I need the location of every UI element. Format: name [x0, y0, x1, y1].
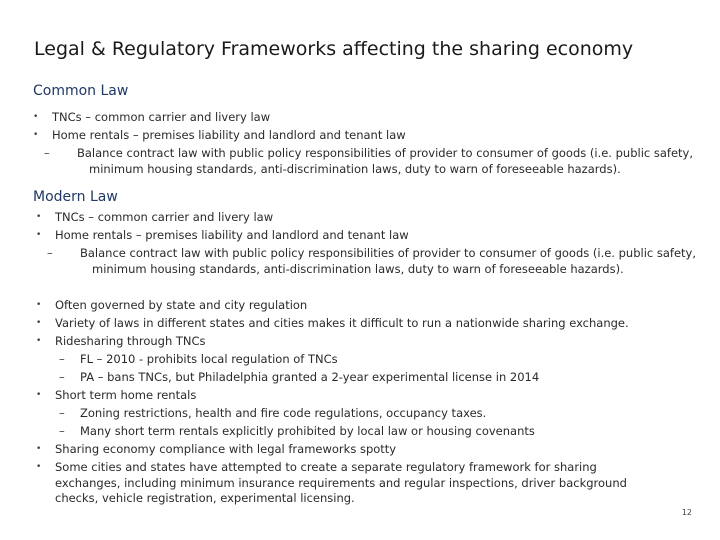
common-law-item-home-rentals: • Home rentals – premises liability and landlord and tenant law	[30, 128, 695, 144]
common-law-item-tncs: • TNCs – common carrier and livery law	[30, 110, 695, 126]
regulation-item-short-term-rentals: • Short term home rentals	[33, 388, 665, 404]
modern-law-item-tncs: • TNCs – common carrier and livery law	[33, 210, 698, 226]
modern-law-item-home-rentals: • Home rentals – premises liability and landlord and tenant law	[33, 228, 698, 244]
common-law-list	[30, 110, 695, 180]
page-number: 12	[681, 508, 692, 517]
rentals-sub-item-prohibited: – Many short term rentals explicitly prohibited by local law or housing covenants	[33, 424, 665, 440]
common-law-sub-item: – Balance contract law with public policy responsibilities of provider to consumer of goods (i.e. public safety, minimum housing standards, anti-discrimination laws, duty to warn of foreseeable hazards).	[30, 146, 695, 177]
common-law-heading: Common Law	[33, 83, 129, 99]
slide-title: Legal & Regulatory Frameworks affecting the sharing economy	[34, 38, 634, 60]
modern-law-list	[33, 210, 698, 280]
ridesharing-sub-item-fl: – FL – 2010 - prohibits local regulation of TNCs	[33, 352, 665, 368]
regulation-item-state-city: • Often governed by state and city regulation	[33, 298, 665, 314]
rentals-sub-item-zoning: – Zoning restrictions, health and fire code regulations, occupancy taxes.	[33, 406, 665, 422]
modern-law-heading: Modern Law	[33, 189, 118, 205]
ridesharing-sub-item-pa: – PA – bans TNCs, but Philadelphia granted a 2-year experimental license in 2014	[33, 370, 665, 386]
regulation-item-ridesharing: • Ridesharing through TNCs	[33, 334, 665, 350]
regulation-list	[33, 298, 665, 509]
regulation-item-compliance: • Sharing economy compliance with legal frameworks spotty	[33, 442, 665, 458]
regulation-item-variety: • Variety of laws in different states and cities makes it difficult to run a nationwide sharing exchange.	[33, 316, 665, 332]
modern-law-sub-item: – Balance contract law with public policy responsibilities of provider to consumer of goods (i.e. public safety, minimum housing standards, anti-discrimination laws, duty to warn of foreseeable hazards).	[33, 246, 698, 277]
regulation-item-separate-framework: • Some cities and states have attempted to create a separate regulatory framework for sharing exchanges, including minimum insurance requirements and regular inspections, driver background checks, vehicle registration, experimental licensing.	[33, 460, 665, 507]
